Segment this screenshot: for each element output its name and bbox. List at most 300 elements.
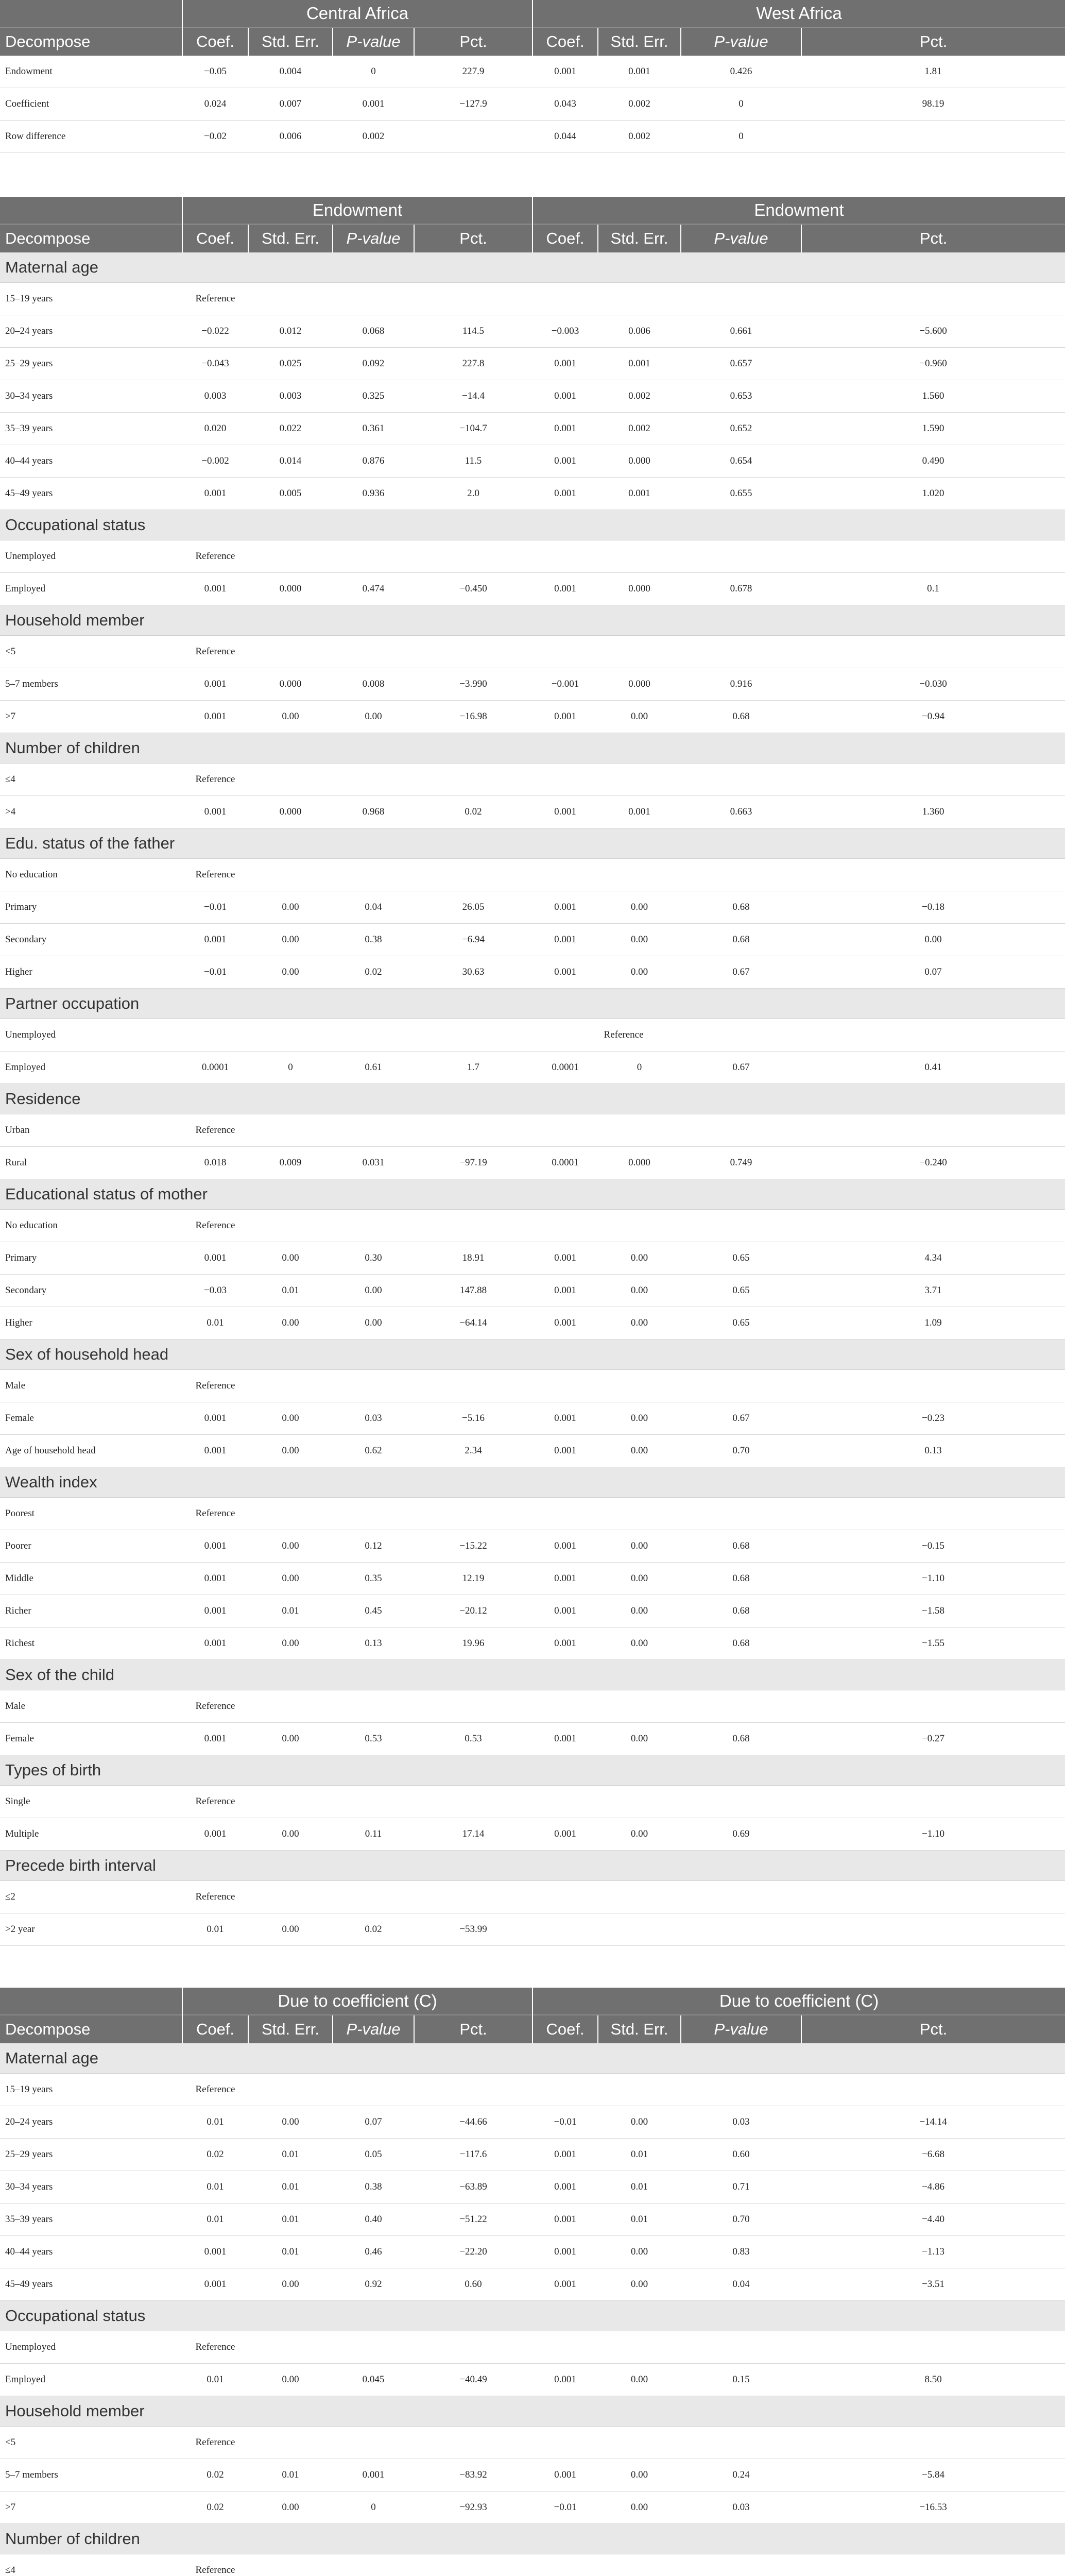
table-row [0,1402,1065,1435]
table-cell [681,540,801,573]
table-cell: 0.01 [248,2204,333,2236]
table-cell: −127.9 [414,88,532,121]
table-cell: 0.01 [248,2236,333,2268]
table-cell: 0.00 [248,1628,333,1660]
table-cell: 0.001 [532,1723,598,1755]
coefficient-header-group-1: Due to coefficient (C) [182,1988,532,2015]
table-cell: −1.13 [801,2236,1065,2268]
table-cell: 19.96 [414,1628,532,1660]
table-cell [801,121,1065,153]
table-cell: 0.68 [681,891,801,924]
table-cell: 35–39 years [0,413,182,445]
endowment-header-pct-2: Pct. [801,224,1065,252]
table-cell: 0.024 [182,88,248,121]
table-cell [532,2331,598,2364]
table-cell: 0.00 [598,701,681,733]
table-cell [414,2074,532,2106]
table-cell: 0.00 [598,1628,681,1660]
section-header-row [0,989,1065,1019]
table-cell: 35–39 years [0,2204,182,2236]
table-cell: 0.002 [598,380,681,413]
table-cell: 45–49 years [0,478,182,510]
table-cell [333,1210,414,1242]
table-cell: 0.000 [598,1147,681,1179]
table-cell [532,764,598,796]
table-cell [248,1690,333,1723]
table-cell [598,283,681,315]
table-cell: −0.01 [182,891,248,924]
table-cell: 0.001 [182,668,248,701]
table-cell: 0.11 [333,1818,414,1851]
table-cell: Reference [182,1690,248,1723]
section-label: Partner occupation [0,989,1065,1019]
section-label: Household member [0,605,1065,636]
table-cell: 0.001 [532,2139,598,2171]
table-cell: −0.27 [801,1723,1065,1755]
table-cell: Reference [182,764,248,796]
table-row [0,2364,1065,2396]
table-cell: 0.0001 [182,1052,248,1084]
table-cell: 1.020 [801,478,1065,510]
table-cell: 0.002 [333,121,414,153]
section-label: Wealth index [0,1467,1065,1498]
table-cell: 17.14 [414,1818,532,1851]
table-cell: 0.01 [248,2459,333,2492]
table-cell: 0.001 [532,1307,598,1340]
table-row [0,315,1065,348]
table-cell: −5.16 [414,1402,532,1435]
endowment-header-pct: Pct. [414,224,532,252]
table-cell: 2.34 [414,1435,532,1467]
endowment-header-blank [0,197,182,224]
table-cell: 0 [248,1052,333,1084]
table-cell: Employed [0,2364,182,2396]
table-cell: 0.13 [801,1435,1065,1467]
table-cell: 5–7 members [0,668,182,701]
section-header-row [0,1755,1065,1786]
table-cell: 0.01 [248,2171,333,2204]
table-cell [248,1881,333,1913]
table-cell [598,1881,681,1913]
table-cell: 0.45 [333,1595,414,1628]
table-cell: 0.03 [681,2106,801,2139]
table-cell: 0.002 [598,121,681,153]
table-cell: No education [0,859,182,891]
section-header-row [0,252,1065,283]
table-cell: 2.0 [414,478,532,510]
table-row [0,2171,1065,2204]
table-cell [681,1370,801,1402]
table-cell: 0.001 [532,891,598,924]
table-cell: 0.00 [248,1307,333,1340]
table-cell: 0.68 [681,1530,801,1563]
table-cell [333,1690,414,1723]
endowment-header-stderr: Std. Err. [248,224,333,252]
table-cell: 0.012 [248,315,333,348]
table-cell: 0.05 [333,2139,414,2171]
table-row [0,1690,1065,1723]
summary-header-coef: Coef. [182,27,248,56]
table-cell [681,2427,801,2459]
section-label: Precede birth interval [0,1851,1065,1881]
table-cell: >2 year [0,1913,182,1946]
table-row [0,1242,1065,1275]
coefficient-header-pct-2: Pct. [801,2015,1065,2043]
endowment-header-pvalue: P-value [333,224,414,252]
table-cell: −0.01 [532,2106,598,2139]
table-cell: 0.001 [333,2459,414,2492]
table-cell [532,2427,598,2459]
table-cell: −53.99 [414,1913,532,1946]
table-cell: 0.60 [414,2268,532,2301]
table-cell: 0.53 [414,1723,532,1755]
table-cell: 0.02 [414,796,532,828]
table-cell: 0.00 [248,1530,333,1563]
table-cell: 0.00 [248,1402,333,1435]
section-header-row [0,1467,1065,1498]
table-cell: −22.20 [414,2236,532,2268]
endowment-header-row-groups [0,197,1065,224]
table-cell: −0.960 [801,348,1065,380]
table-cell [248,1114,333,1147]
table-cell: Primary [0,891,182,924]
table-cell: 0.60 [681,2139,801,2171]
table-cell: 1.590 [801,413,1065,445]
table-cell [414,1881,532,1913]
table-cell: 0.01 [182,1307,248,1340]
table-cell: Reference [182,1370,248,1402]
table-cell: 0.654 [681,445,801,478]
table-cell [532,636,598,668]
table-cell: 0.001 [532,2268,598,2301]
table-cell: −5.600 [801,315,1065,348]
table-cell: Rural [0,1147,182,1179]
table-cell: 0.02 [182,2139,248,2171]
table-row [0,2492,1065,2524]
table-cell: 40–44 years [0,445,182,478]
table-cell: 0.38 [333,2171,414,2204]
table-row [0,1210,1065,1242]
table-cell [333,2074,414,2106]
table-row [0,1275,1065,1307]
table-cell [801,1498,1065,1530]
table-cell: Reference [182,636,248,668]
table-cell: 1.360 [801,796,1065,828]
table-cell: 8.50 [801,2364,1065,2396]
table-cell [532,2554,598,2576]
table-cell: 0.35 [333,1563,414,1595]
table-cell: 25–29 years [0,2139,182,2171]
table-cell: Poorest [0,1498,182,1530]
table-cell: 0.004 [248,56,333,88]
table-cell: −0.18 [801,891,1065,924]
table-cell [414,1690,532,1723]
coefficient-header-row-columns [0,2015,1065,2043]
table-cell: −0.23 [801,1402,1065,1435]
summary-header-row-columns [0,27,1065,56]
table-cell: 15–19 years [0,283,182,315]
table-cell: 0.361 [333,413,414,445]
coefficient-header-decompose: Decompose [0,2015,182,2043]
table-cell: 0.00 [598,1563,681,1595]
table-cell: 0.00 [598,1530,681,1563]
table-cell [414,540,532,573]
table-cell: 12.19 [414,1563,532,1595]
table-cell [333,1881,414,1913]
table-cell [801,1370,1065,1402]
table-cell: 0.12 [333,1530,414,1563]
table-cell: 0.04 [681,2268,801,2301]
table-cell: 0.01 [248,2139,333,2171]
table-cell: 0.02 [333,956,414,989]
table-cell: 0.00 [598,2236,681,2268]
table-row [0,1019,1065,1052]
table-cell: 0.00 [248,2492,333,2524]
endowment-table [0,197,1065,1946]
table-cell: Row difference [0,121,182,153]
section-header-row [0,510,1065,540]
table-cell: 0.068 [333,315,414,348]
table-cell: −0.05 [182,56,248,88]
table-row [0,1628,1065,1660]
table-cell [681,1881,801,1913]
table-cell [801,540,1065,573]
table-cell [333,2554,414,2576]
table-cell [248,1210,333,1242]
table-cell: 0.40 [333,2204,414,2236]
table-cell [532,1210,598,1242]
section-label: Sex of household head [0,1340,1065,1370]
coefficient-header-pct: Pct. [414,2015,532,2043]
table-row [0,1498,1065,1530]
table-cell [414,2331,532,2364]
table-cell [333,2427,414,2459]
table-cell: −4.40 [801,2204,1065,2236]
coefficient-table-body [0,2043,1065,2576]
table-cell: 0.00 [598,1818,681,1851]
table-cell: Higher [0,1307,182,1340]
table-cell: 0.00 [598,1242,681,1275]
endowment-header-coef-2: Coef. [532,224,598,252]
table-cell [248,1498,333,1530]
table-cell: 11.5 [414,445,532,478]
table-cell: ≤4 [0,2554,182,2576]
table-cell: 0.001 [532,2204,598,2236]
table-cell: −1.10 [801,1563,1065,1595]
reference-cell: Reference [182,1019,1065,1052]
table-row [0,2331,1065,2364]
table-row [0,2268,1065,2301]
table-row [0,2074,1065,2106]
table-cell [532,540,598,573]
table-cell: 0.655 [681,478,801,510]
table-cell: 0.65 [681,1275,801,1307]
table-cell: −6.94 [414,924,532,956]
table-cell: 0.001 [182,1723,248,1755]
endowment-header-group-2: Endowment [532,197,1065,224]
table-cell: 5–7 members [0,2459,182,2492]
table-cell [532,283,598,315]
table-cell: Poorer [0,1530,182,1563]
table-cell: Reference [182,859,248,891]
table-cell: 0.07 [801,956,1065,989]
summary-header-pct-2: Pct. [801,27,1065,56]
table-cell: 0 [681,121,801,153]
table-cell: 0.00 [598,1723,681,1755]
table-cell: Richer [0,1595,182,1628]
table-cell: 0.001 [182,1595,248,1628]
section-label: Residence [0,1084,1065,1114]
table-cell: 0.68 [681,924,801,956]
table-cell [333,540,414,573]
table-cell: −104.7 [414,413,532,445]
table-cell [598,2554,681,2576]
table-cell: <5 [0,2427,182,2459]
table-cell: 0.968 [333,796,414,828]
table-cell: −15.22 [414,1530,532,1563]
table-cell: −5.84 [801,2459,1065,2492]
table-cell: 0.38 [333,924,414,956]
table-row [0,2427,1065,2459]
table-cell [248,283,333,315]
table-cell: −64.14 [414,1307,532,1340]
endowment-header-coef: Coef. [182,224,248,252]
table-cell: 0 [598,1052,681,1084]
table-cell: 0.00 [598,1275,681,1307]
table-cell: 0.00 [598,1307,681,1340]
coefficient-header-pvalue-2: P-value [681,2015,801,2043]
table-cell: 0.001 [532,2364,598,2396]
table-cell [248,1370,333,1402]
summary-table-block [0,0,1065,153]
table-cell: 0.00 [248,1818,333,1851]
table-cell [532,1690,598,1723]
table-row [0,573,1065,605]
table-cell: 0.001 [532,380,598,413]
coefficient-header-blank [0,1988,182,2015]
table-cell [598,540,681,573]
coefficient-header-row-groups [0,1988,1065,2015]
table-cell: 0.001 [333,88,414,121]
table-cell [801,859,1065,891]
table-cell: −0.240 [801,1147,1065,1179]
table-cell: 0.001 [182,2268,248,2301]
table-cell: >7 [0,701,182,733]
table-cell: 0.67 [681,956,801,989]
table-cell: 0.00 [333,1307,414,1340]
table-cell: 0.00 [248,891,333,924]
table-cell: 0.043 [532,88,598,121]
table-cell: −63.89 [414,2171,532,2204]
table-cell: 3.71 [801,1275,1065,1307]
table-cell: 0.006 [598,315,681,348]
table-cell [248,540,333,573]
table-cell [598,764,681,796]
table-cell: Male [0,1690,182,1723]
table-cell [681,2331,801,2364]
table-cell: 0.009 [248,1147,333,1179]
summary-header-coef-2: Coef. [532,27,598,56]
table-cell [681,1498,801,1530]
section-label: Maternal age [0,2043,1065,2074]
table-cell: 0.474 [333,573,414,605]
table-cell [414,2427,532,2459]
table-cell [801,2427,1065,2459]
table-cell: 0.00 [248,1723,333,1755]
coefficient-header-stderr: Std. Err. [248,2015,333,2043]
section-header-row [0,1660,1065,1690]
table-cell [333,283,414,315]
table-cell: 0.03 [681,2492,801,2524]
table-cell: Single [0,1786,182,1818]
table-cell: −117.6 [414,2139,532,2171]
table-cell: 0.018 [182,1147,248,1179]
table-cell: 0.00 [598,1402,681,1435]
table-cell: 0.916 [681,668,801,701]
table-cell: Reference [182,1114,248,1147]
table-cell: 0.022 [248,413,333,445]
table-cell [333,764,414,796]
table-cell: 0.00 [248,1913,333,1946]
table-row [0,445,1065,478]
endowment-header-row-columns [0,224,1065,252]
table-cell: 0.71 [681,2171,801,2204]
table-cell: Unemployed [0,2331,182,2364]
table-cell: 0.68 [681,1628,801,1660]
table-row [0,1881,1065,1913]
table-cell: 0.001 [532,1242,598,1275]
table-cell: 0.001 [532,2236,598,2268]
table-cell: Reference [182,2427,248,2459]
table-cell: 0.426 [681,56,801,88]
table-cell [414,283,532,315]
summary-header-stderr-2: Std. Err. [598,27,681,56]
table-cell: Reference [182,2074,248,2106]
table-cell [414,121,532,153]
summary-header-pvalue-2: P-value [681,27,801,56]
table-cell: 0.657 [681,348,801,380]
table-cell: 0.020 [182,413,248,445]
table-cell [532,2074,598,2106]
table-cell [801,1913,1065,1946]
table-cell: Unemployed [0,1019,182,1052]
table-cell: Unemployed [0,540,182,573]
table-cell: 0.83 [681,2236,801,2268]
table-cell: −0.043 [182,348,248,380]
section-label: Edu. status of the father [0,828,1065,859]
table-cell: 0.001 [182,1435,248,1467]
table-cell [248,764,333,796]
table-cell: 0.001 [532,1435,598,1467]
table-cell: 0.001 [182,701,248,733]
table-cell: 0.001 [182,2236,248,2268]
table-cell [414,1786,532,1818]
endowment-header-group-1: Endowment [182,197,532,224]
table-cell [532,1114,598,1147]
table-cell: 20–24 years [0,2106,182,2139]
table-cell [333,636,414,668]
table-cell: <5 [0,636,182,668]
section-header-row [0,2524,1065,2554]
table-cell: 0.001 [532,348,598,380]
table-cell [248,859,333,891]
table-cell: −0.001 [532,668,598,701]
table-cell: 0.653 [681,380,801,413]
table-cell: Reference [182,2554,248,2576]
table-row [0,2106,1065,2139]
section-header-row [0,605,1065,636]
table-cell: 227.9 [414,56,532,88]
